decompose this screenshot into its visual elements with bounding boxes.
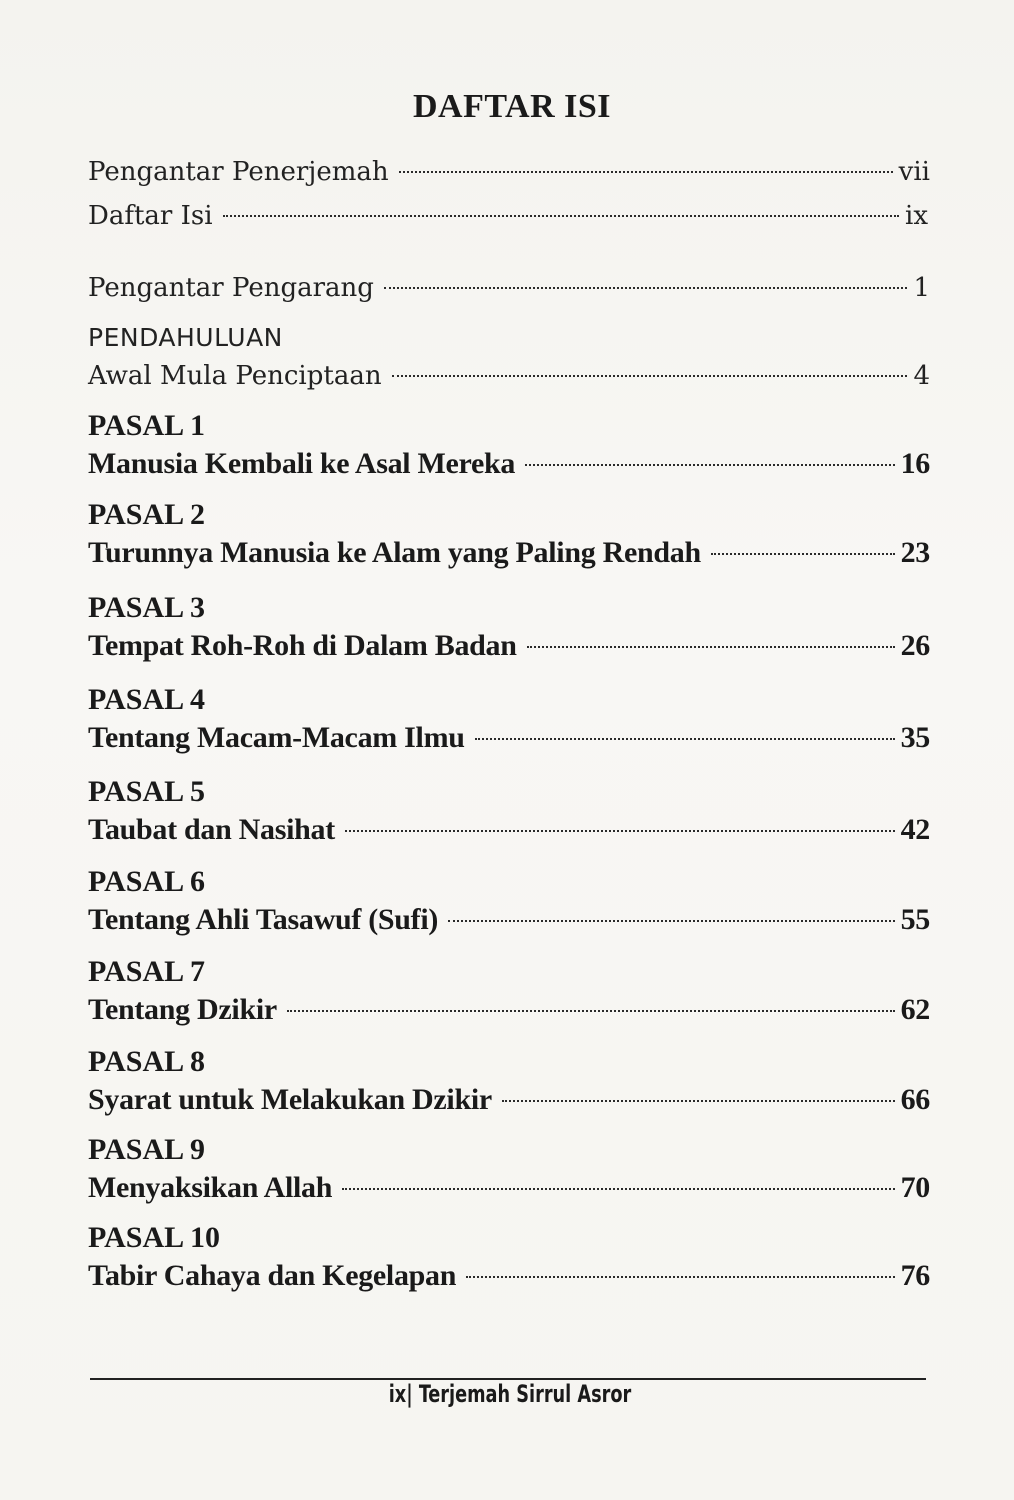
toc-entry-text: Tentang Dzikir	[88, 993, 277, 1026]
toc-entry	[88, 1254, 930, 1298]
toc-entry-page: 66	[900, 1083, 930, 1116]
toc-section-heading: PENDAHULUAN	[88, 323, 283, 352]
dot-leader	[525, 464, 894, 466]
page-footer: ix| Terjemah Sirrul Asror	[388, 1380, 632, 1408]
toc-entry-text: Taubat dan Nasihat	[88, 813, 335, 846]
chapter-heading: PASAL 5	[88, 775, 205, 808]
toc-entry-page: 70	[900, 1171, 930, 1204]
chapter-heading: PASAL 4	[88, 683, 205, 716]
toc-entry-page: 35	[900, 721, 930, 754]
toc-entry-text: Daftar Isi	[88, 201, 213, 231]
dot-leader	[342, 1188, 894, 1190]
toc-entry-pendahuluan	[88, 354, 930, 398]
toc-entry	[88, 531, 930, 575]
toc-chapter	[88, 1128, 930, 1210]
toc-entry	[88, 808, 930, 852]
dot-leader	[711, 553, 895, 555]
dot-leader	[448, 920, 894, 922]
chapter-heading: PASAL 2	[88, 498, 205, 531]
toc-entry-page: 1	[913, 273, 930, 303]
toc-entry-page: 23	[900, 536, 930, 569]
toc-chapter	[88, 770, 930, 852]
toc-entry-text: Pengantar Pengarang	[88, 273, 374, 303]
chapter-heading: PASAL 8	[88, 1045, 205, 1078]
chapter-heading: PASAL 10	[88, 1221, 220, 1254]
dot-leader	[392, 375, 908, 377]
dot-leader	[384, 287, 908, 289]
toc-entry-text: Tentang Macam-Macam Ilmu	[88, 721, 465, 754]
toc-entry	[88, 624, 930, 668]
toc-entry-text: Syarat untuk Melakukan Dzikir	[88, 1083, 492, 1116]
toc-entry-text: Manusia Kembali ke Asal Mereka	[88, 447, 516, 480]
toc-entry-text: Tempat Roh-Roh di Dalam Badan	[88, 629, 517, 662]
chapter-heading: PASAL 3	[88, 591, 205, 624]
chapter-heading: PASAL 6	[88, 865, 205, 898]
dot-leader	[399, 171, 893, 173]
toc-chapter	[88, 950, 930, 1032]
toc-entry	[88, 716, 930, 760]
chapter-heading: PASAL 7	[88, 955, 205, 988]
dot-leader	[287, 1010, 895, 1012]
dot-leader	[502, 1100, 895, 1102]
toc-entry-page: 26	[900, 629, 930, 662]
toc-chapter	[88, 1040, 930, 1122]
toc-entry-page: 4	[913, 361, 930, 391]
toc-entry-pengantar-pengarang	[88, 266, 930, 310]
toc-entry-text: Tabir Cahaya dan Kegelapan	[88, 1259, 457, 1292]
page-title: DAFTAR ISI	[412, 88, 611, 125]
toc-entry-page: 42	[900, 813, 930, 846]
toc-chapter	[88, 586, 930, 668]
toc-entry-page: vii	[898, 157, 930, 187]
dot-leader	[223, 215, 899, 217]
toc-entry-page: 62	[900, 993, 930, 1026]
chapter-heading: PASAL 1	[88, 409, 205, 442]
toc-chapter	[88, 678, 930, 760]
toc-entry-page: 76	[900, 1259, 930, 1292]
toc-chapter	[88, 1216, 930, 1298]
toc-entry	[88, 1078, 930, 1122]
toc-entry	[88, 988, 930, 1032]
toc-entry-text: Tentang Ahli Tasawuf (Sufi)	[88, 903, 439, 936]
chapter-heading: PASAL 9	[88, 1133, 205, 1166]
toc-entry-text: Awal Mula Penciptaan	[88, 361, 382, 391]
toc-entry	[88, 442, 930, 486]
toc-entry-page: 55	[900, 903, 930, 936]
toc-entry-text: Pengantar Penerjemah	[88, 157, 389, 187]
dot-leader	[466, 1276, 894, 1278]
toc-entry-daftar-isi	[88, 194, 928, 238]
dot-leader	[345, 830, 895, 832]
toc-chapter	[88, 860, 930, 942]
toc-entry	[88, 898, 930, 942]
toc-entry-pengantar-penerjemah	[88, 150, 930, 194]
toc-entry	[88, 1166, 930, 1210]
dot-leader	[475, 738, 895, 740]
toc-chapter	[88, 404, 930, 486]
toc-entry-page: 16	[900, 447, 930, 480]
toc-entry-text: Menyaksikan Allah	[88, 1171, 333, 1204]
toc-entry-page: ix	[905, 201, 928, 231]
toc-entry-text: Turunnya Manusia ke Alam yang Paling Rendah	[88, 536, 701, 569]
dot-leader	[527, 646, 895, 648]
toc-chapter	[88, 493, 930, 575]
